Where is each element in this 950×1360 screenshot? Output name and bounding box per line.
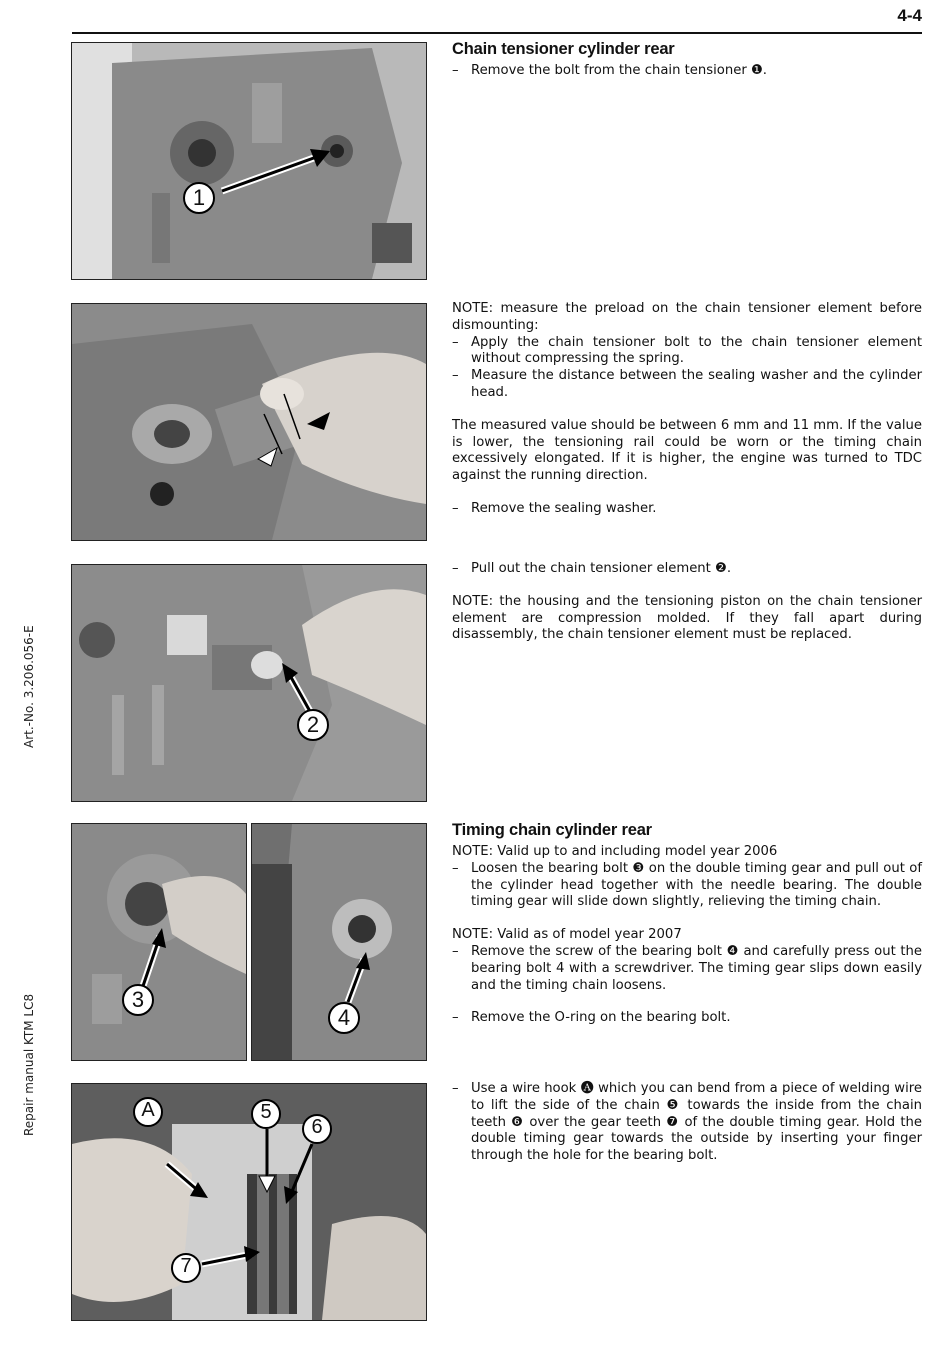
instruction-item: – Pull out the chain tensioner element ❷. <box>452 561 922 578</box>
paragraph: The measured value should be between 6 mm and 11 mm. If the value is lower, the tensioning rail could be worn or the timing chain excessively elongated. If it is higher, the engine was turned to TDC against the running direction. <box>452 417 922 484</box>
note: NOTE: the housing and the tensioning piston on the chain tensioner element are compression molded. If they fall apart during disassembly, the chain tensioner element must be replaced. <box>452 593 922 643</box>
instruction-item: – Remove the screw of the bearing bolt ❹ and carefully press out the bearing bolt 4 with a screwdriver. The timing gear slips down easily and the timing chain loosens. <box>452 944 922 994</box>
section-title: Timing chain cylinder rear <box>452 821 652 839</box>
callout-7: 7 <box>180 1255 192 1277</box>
article-number: Art.-No. 3.206.056-E <box>22 625 36 748</box>
callout-1: 1 <box>192 185 206 210</box>
callout-5: 5 <box>260 1101 272 1123</box>
page-number: 4-4 <box>897 6 922 25</box>
instruction-item: – Remove the O-ring on the bearing bolt. <box>452 1010 922 1027</box>
callout-2: 2 <box>306 712 320 737</box>
section-preload <box>452 301 922 518</box>
callout-4: 4 <box>337 1005 351 1030</box>
photo-measure-preload <box>71 303 427 541</box>
note: NOTE: measure the preload on the chain tensioner element before dismounting: <box>452 301 922 333</box>
photo-bearing-bolt-4 <box>251 823 427 1061</box>
instruction-item: – Remove the bolt from the chain tensioner ❶. <box>452 63 922 80</box>
instruction-item: – Apply the chain tensioner bolt to the chain tensioner element without compressing the spring. <box>452 335 922 369</box>
photo-wire-hook-chain <box>71 1083 427 1321</box>
instruction-item: – Loosen the bearing bolt ❸ on the double timing gear and pull out of the cylinder head together with the needle bearing. The double timing gear will slide down slightly, relieving the timing chain. <box>452 861 922 911</box>
callout-A: A <box>141 1099 155 1121</box>
instruction-item: – Use a wire hook 🅐 which you can bend from a piece of welding wire to lift the side of the chain ❺ towards the inside from the chain teeth ❻ over the gear teeth ❼ of the double timing gear. Hold the double timing gear towards the outside by inserting your finger through the hole for the bearing bolt. <box>452 1081 922 1165</box>
section-timing-chain <box>452 821 922 1027</box>
manual-title: Repair manual KTM LC8 <box>22 993 36 1136</box>
photo-chain-tensioner-bolt <box>71 42 427 280</box>
instruction-item: – Remove the sealing washer. <box>452 501 922 518</box>
section-title: Chain tensioner cylinder rear <box>452 40 675 58</box>
note: NOTE: Valid as of model year 2007 <box>452 927 682 943</box>
header-rule <box>72 32 922 34</box>
callout-3: 3 <box>131 987 145 1012</box>
section-wire-hook <box>452 1081 922 1165</box>
section-pull-out <box>452 561 922 644</box>
photo-pull-out-tensioner <box>71 564 427 802</box>
photo-bearing-bolt-3 <box>71 823 247 1061</box>
section-chain-tensioner <box>452 40 922 80</box>
note: NOTE: Valid up to and including model year 2006 <box>452 844 778 859</box>
instruction-item: – Measure the distance between the sealing washer and the cylinder head. <box>452 368 922 402</box>
callout-6: 6 <box>311 1116 323 1138</box>
